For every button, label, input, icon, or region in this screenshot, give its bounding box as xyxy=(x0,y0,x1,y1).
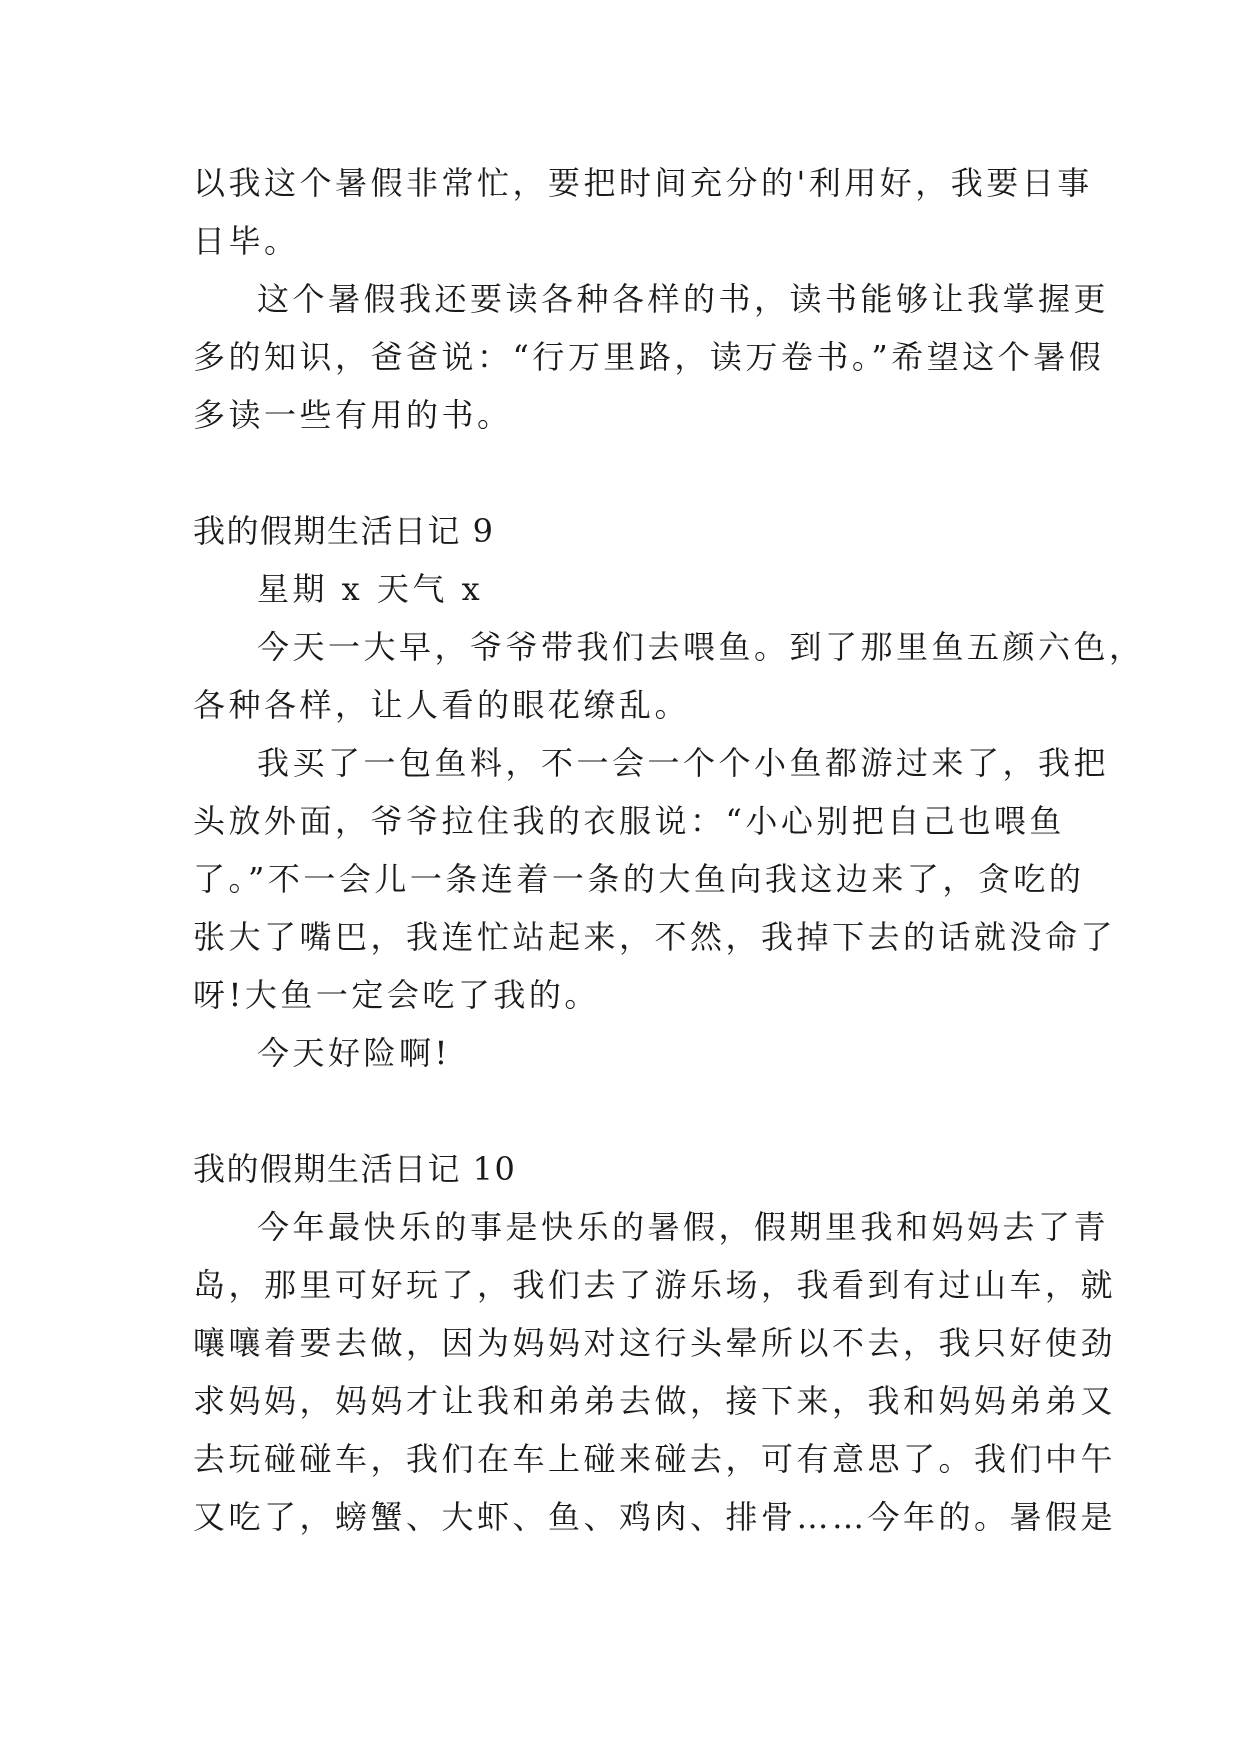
paragraph-line: 今天好险啊! xyxy=(257,1034,451,1072)
paragraph-line: 多读一些有用的书。 xyxy=(193,396,513,434)
section-heading: 我的假期生活日记 10 xyxy=(193,1150,517,1188)
paragraph-line: 岛，那里可好玩了，我们去了游乐场，我看到有过山车，就 xyxy=(193,1266,1117,1304)
paragraph-line: 以我这个暑假非常忙，要把时间充分的'利用好，我要日事 xyxy=(193,164,1093,202)
paragraph-line: 多的知识，爸爸说：“行万里路，读万卷书。”希望这个暑假 xyxy=(193,338,1105,376)
paragraph-line: 求妈妈，妈妈才让我和弟弟去做，接下来，我和妈妈弟弟又 xyxy=(193,1382,1117,1420)
paragraph-line: 日毕。 xyxy=(193,222,300,260)
date-weather-line: 星期 x 天气 x xyxy=(257,570,484,608)
paragraph-line: 今天一大早，爷爷带我们去喂鱼。到了那里鱼五颜六色， xyxy=(257,628,1145,666)
paragraph-line: 张大了嘴巴，我连忙站起来，不然，我掉下去的话就没命了 xyxy=(193,918,1117,956)
paragraph-line: 呀!大鱼一定会吃了我的。 xyxy=(193,976,600,1014)
paragraph-line: 又吃了，螃蟹、大虾、鱼、鸡肉、排骨……今年的。暑假是 xyxy=(193,1498,1117,1536)
paragraph-line: 今年最快乐的事是快乐的暑假，假期里我和妈妈去了青 xyxy=(257,1208,1110,1246)
paragraph-line: 我买了一包鱼料，不一会一个个小鱼都游过来了，我把 xyxy=(257,744,1110,782)
paragraph-line: 嚷嚷着要去做，因为妈妈对这行头晕所以不去，我只好使劲 xyxy=(193,1324,1117,1362)
paragraph-line: 头放外面，爷爷拉住我的衣服说：“小心别把自己也喂鱼 xyxy=(193,802,1065,840)
paragraph-line: 各种各样，让人看的眼花缭乱。 xyxy=(193,686,691,724)
paragraph-line: 去玩碰碰车，我们在车上碰来碰去，可有意思了。我们中午 xyxy=(193,1440,1117,1478)
paragraph-line: 了。”不一会儿一条连着一条的大鱼向我这边来了，贪吃的 xyxy=(193,860,1085,898)
section-heading: 我的假期生活日记 9 xyxy=(193,512,495,550)
paragraph-line: 这个暑假我还要读各种各样的书，读书能够让我掌握更 xyxy=(257,280,1110,318)
